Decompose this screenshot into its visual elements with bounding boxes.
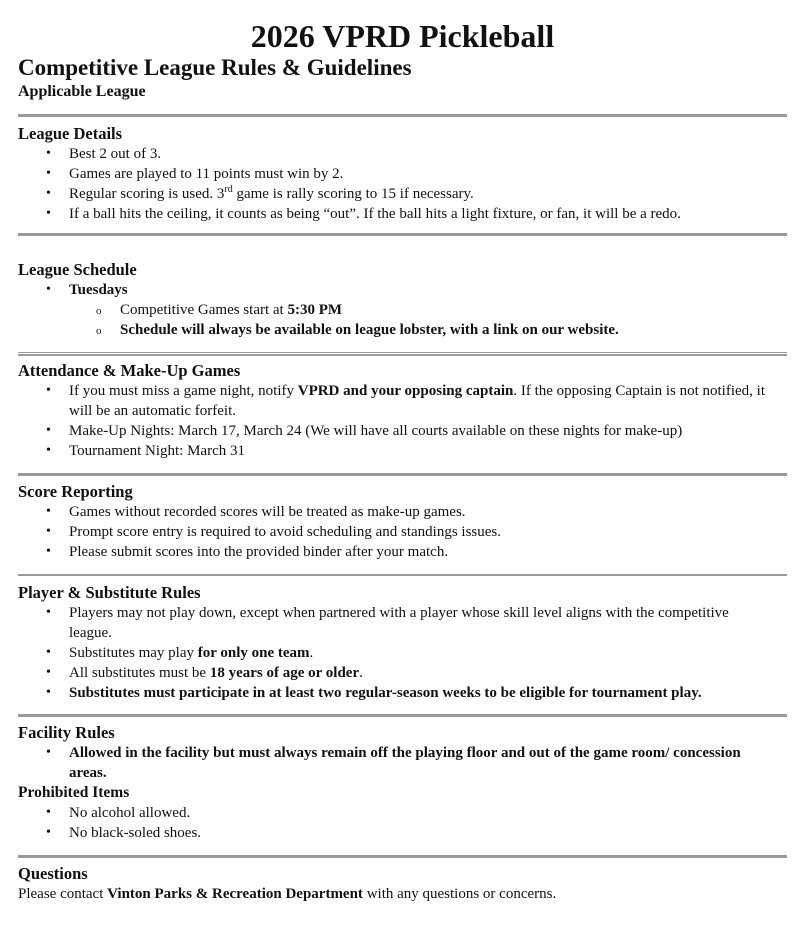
section-divider <box>18 233 787 236</box>
list-item: • Make-Up Nights: March 17, March 24 (We will have all courts available on these nights for make-up) <box>69 421 787 441</box>
schedule-sub-list <box>69 300 787 340</box>
attendance-list <box>18 381 787 461</box>
list-item: • No alcohol allowed. <box>69 803 787 823</box>
section-divider <box>18 574 787 576</box>
list-item: • Best 2 out of 3. <box>69 144 787 164</box>
list-item: • Games are played to 11 points must win by 2. <box>69 164 787 184</box>
section-score-reporting <box>18 482 787 562</box>
section-divider <box>18 352 787 356</box>
text-run: If you must miss a game night, notify <box>69 383 298 399</box>
document-title: 2026 VPRD Pickleball <box>250 18 555 54</box>
list-item <box>69 743 787 783</box>
section-heading: Attendance & Make-Up Games <box>18 361 241 380</box>
list-item: • If a ball hits the ceiling, it counts as being “out”. If the ball hits a light fixture, or fan, it will be a redo. <box>69 204 787 224</box>
text-bold: Allowed in the facility but must always remain off the playing floor and out of the game room/ concession areas. <box>69 745 741 781</box>
prohibited-items-list <box>18 803 787 843</box>
list-item: • Players may not play down, except when partnered with a player whose skill level aligns with the competitive league. <box>69 603 787 643</box>
section-heading: League Schedule <box>18 260 137 279</box>
section-heading: League Details <box>18 124 123 143</box>
text-run: Competitive Games start at <box>120 302 288 318</box>
section-heading: Player & Substitute Rules <box>18 583 201 602</box>
list-item <box>69 280 787 340</box>
text-bold: 18 years of age or older <box>209 665 360 681</box>
section-attendance <box>18 361 787 461</box>
department-name: Vinton Parks & Recreation Department <box>107 886 363 902</box>
text-run: . <box>359 665 363 681</box>
section-league-details <box>18 124 787 224</box>
section-facility-rules <box>18 723 787 843</box>
schedule-note: Schedule will always be available on league lobster, with a link on our website. <box>120 322 619 338</box>
facility-rules-list <box>18 743 787 783</box>
section-player-rules <box>18 583 787 703</box>
text-run: . <box>309 645 314 661</box>
list-item <box>69 643 787 663</box>
section-divider <box>18 855 787 858</box>
applicable-league-label: Applicable League <box>18 83 146 100</box>
section-divider <box>18 473 787 476</box>
list-item: • Please submit scores into the provided binder after your match. <box>69 542 787 562</box>
section-divider <box>18 714 787 717</box>
list-item: • No black-soled shoes. <box>69 823 787 843</box>
text-run: Substitutes may play <box>69 645 198 661</box>
superscript: rd <box>224 184 233 195</box>
league-schedule-list <box>18 280 787 340</box>
list-item <box>69 683 787 703</box>
text-run: with any questions or concerns. <box>362 886 557 902</box>
text-bold: for only one team <box>197 645 310 661</box>
text-run: Please contact <box>18 886 108 902</box>
section-heading: Questions <box>18 864 88 883</box>
section-heading: Score Reporting <box>18 482 133 501</box>
document-subtitle: Competitive League Rules & Guidelines <box>18 55 412 80</box>
player-rules-list <box>18 603 787 703</box>
list-item: • Games without recorded scores will be treated as make-up games. <box>69 502 787 522</box>
list-item: • Prompt score entry is required to avoid scheduling and standings issues. <box>69 522 787 542</box>
section-heading: Facility Rules <box>18 723 115 742</box>
schedule-day: Tuesdays <box>69 282 128 298</box>
score-reporting-list <box>18 502 787 562</box>
list-item: • Tournament Night: March 31 <box>69 441 787 461</box>
list-item <box>69 663 787 683</box>
section-divider <box>18 114 787 117</box>
sub-list-item <box>120 300 787 320</box>
text-run: Regular scoring is used. 3 <box>69 186 225 202</box>
text-bold: VPRD and your opposing captain <box>297 383 514 399</box>
section-league-schedule <box>18 260 787 340</box>
list-item <box>69 381 787 421</box>
text-run: All substitutes must be <box>69 665 210 681</box>
text-run: . If the opposing Captain is not notified, it will be an automatic forfeit. <box>69 383 765 419</box>
prohibited-items-heading: Prohibited Items <box>18 784 130 801</box>
questions-text <box>18 884 787 904</box>
text-run: game is rally scoring to 15 if necessary. <box>232 186 474 202</box>
list-item <box>69 184 787 204</box>
league-details-list <box>18 144 787 224</box>
text-bold: Substitutes must participate in at least two regular-season weeks to be eligible for tournament play. <box>69 685 702 701</box>
section-questions <box>18 864 787 904</box>
start-time: 5:30 PM <box>287 302 343 318</box>
sub-list-item <box>120 320 787 340</box>
